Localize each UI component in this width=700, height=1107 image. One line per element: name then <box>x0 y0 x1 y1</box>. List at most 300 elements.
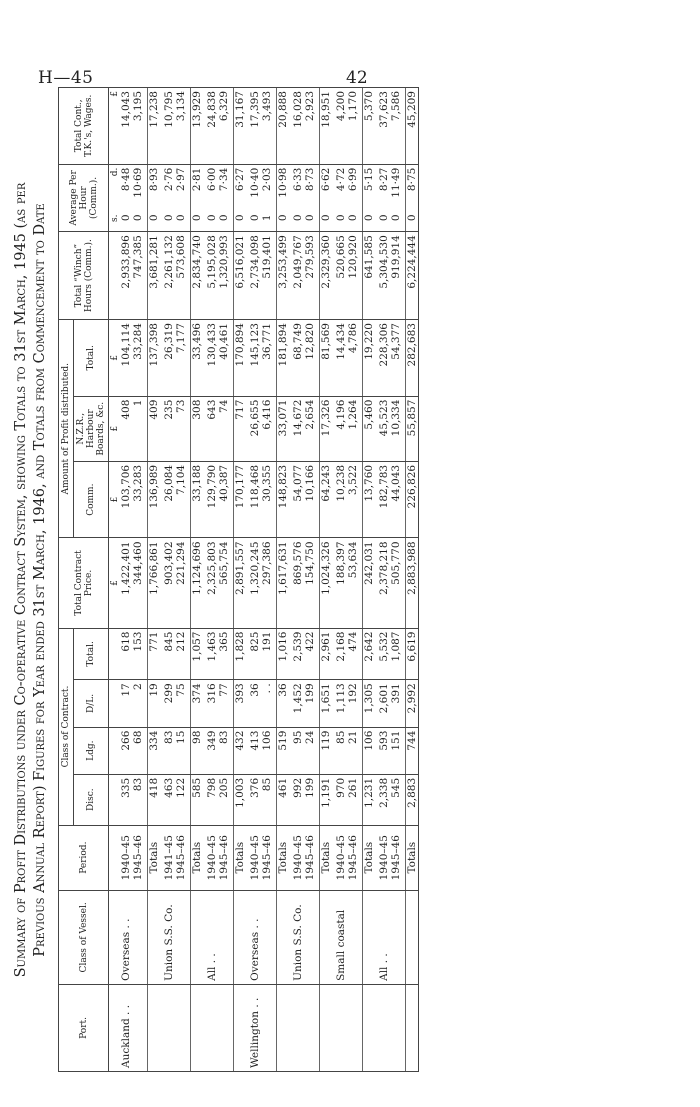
cell-avg-s: 0 <box>390 211 402 231</box>
cell-dl: 17 <box>120 680 132 727</box>
cell-period: Totals <box>363 825 376 890</box>
cell-total: 2,539 <box>292 628 304 680</box>
cell-ptotal: 228,306 <box>378 320 390 397</box>
cell-total: 1,828 <box>234 628 247 680</box>
cell-dl: 1,651 <box>320 680 333 727</box>
cell-comm: 226,826 <box>406 461 419 538</box>
cell-price: 344,460 <box>132 538 144 628</box>
cell-period: Totals <box>277 825 290 890</box>
cell-cont: 17,395 <box>249 88 261 165</box>
cell-avg-d: 2·03 <box>261 164 273 211</box>
cell-hours: 520,665 <box>335 232 347 320</box>
cell-ldg: 21 <box>347 727 359 774</box>
cell-cont: 45,209 <box>406 88 419 165</box>
cell-avg-s: 0 <box>304 211 316 231</box>
cell-comm: 33,283 <box>132 461 144 538</box>
cell-port <box>363 984 376 1071</box>
cell-port <box>406 984 419 1071</box>
cell-dl: 77 <box>218 680 230 727</box>
cell-period: Totals <box>320 825 333 890</box>
cell-hours: 6,224,444 <box>406 232 419 320</box>
cell-avg-d: 8·75 <box>406 164 419 211</box>
cell-dl: 1,113 <box>335 680 347 727</box>
col-nzr: N.Z.R., Harbour Boards, &c. <box>74 396 109 461</box>
totals-row <box>363 88 376 1072</box>
cell-total: 153 <box>132 628 144 680</box>
cell-ldg: 432 <box>234 727 247 774</box>
cell-ptotal: 7,177 <box>175 320 187 397</box>
cell-vessel <box>218 890 230 984</box>
cell-price: 1,422,401 <box>120 538 132 628</box>
cell-avg-d: 4·72 <box>335 164 347 211</box>
cell-dl: 199 <box>304 680 316 727</box>
cell-hours: 641,585 <box>363 232 376 320</box>
cell-avg-s: 0 <box>132 211 144 231</box>
cell-comm: 30,355 <box>261 461 273 538</box>
cell-disc: 376 <box>249 774 261 825</box>
cell-vessel: Small coastal <box>335 890 347 984</box>
cell-total: 1,087 <box>390 628 402 680</box>
cell-nzr: 45,523 <box>378 396 390 461</box>
cell-comm: 26,084 <box>163 461 175 538</box>
cell-disc: 2,338 <box>378 774 390 825</box>
cell-cont: 31,167 <box>234 88 247 165</box>
cell-hours: 2,834,740 <box>191 232 204 320</box>
cell-disc: 335 <box>120 774 132 825</box>
cell-avg-d: 6·27 <box>234 164 247 211</box>
cell-ptotal: 68,749 <box>292 320 304 397</box>
cell-avg-s: 0 <box>292 211 304 231</box>
cell-avg-d: 2·76 <box>163 164 175 211</box>
cell-avg-s: 0 <box>406 211 419 231</box>
cell-vessel <box>261 890 273 984</box>
cell-period: 1940–45 <box>292 825 304 890</box>
cell-avg-s: 0 <box>234 211 247 231</box>
cell-price: 1,617,631 <box>277 538 290 628</box>
cell-dl: 1,305 <box>363 680 376 727</box>
cell-port <box>378 984 390 1071</box>
cell-port <box>304 984 316 1071</box>
col-price: Total Contract Price. <box>59 538 109 628</box>
unit-ptotal: £ <box>109 320 121 397</box>
cell-total: 212 <box>175 628 187 680</box>
cell-avg-d: 6·33 <box>292 164 304 211</box>
cell-avg-d: 7·34 <box>218 164 230 211</box>
cell-period: 1940–45 <box>249 825 261 890</box>
cell-vessel <box>320 890 333 984</box>
cell-hours: 573,608 <box>175 232 187 320</box>
cell-ptotal: 26,319 <box>163 320 175 397</box>
cell-nzr: 2,654 <box>304 396 316 461</box>
cell-disc: 2,883 <box>406 774 419 825</box>
cell-ptotal: 33,284 <box>132 320 144 397</box>
cell-port <box>234 984 247 1071</box>
cell-ptotal: 137,398 <box>148 320 161 397</box>
totals-row <box>277 88 290 1072</box>
cell-disc: 1,231 <box>363 774 376 825</box>
cell-avg-d: 6·99 <box>347 164 359 211</box>
cell-comm: 7,104 <box>175 461 187 538</box>
cell-vessel <box>304 890 316 984</box>
cell-avg-s: 0 <box>320 211 333 231</box>
cell-price: 903,402 <box>163 538 175 628</box>
cell-hours: 5,304,530 <box>378 232 390 320</box>
cell-avg-s: 0 <box>277 211 290 231</box>
cell-comm: 40,387 <box>218 461 230 538</box>
cell-hours: 2,261,132 <box>163 232 175 320</box>
cell-nzr: 10,334 <box>390 396 402 461</box>
cell-ldg: 266 <box>120 727 132 774</box>
cell-total: 365 <box>218 628 230 680</box>
cell-avg-d: 2·97 <box>175 164 187 211</box>
cell-total: 191 <box>261 628 273 680</box>
cell-port <box>335 984 347 1071</box>
cell-ldg: 95 <box>292 727 304 774</box>
cell-port: Wellington . . <box>249 984 261 1071</box>
cell-port <box>292 984 304 1071</box>
cell-nzr: 643 <box>206 396 218 461</box>
col-total: Total. <box>74 628 109 680</box>
unit-price: £ <box>109 538 121 628</box>
totals-row <box>320 88 333 1072</box>
cell-vessel <box>132 890 144 984</box>
cell-vessel <box>234 890 247 984</box>
cell-nzr: 717 <box>234 396 247 461</box>
cell-period: 1945–46 <box>132 825 144 890</box>
cell-price: 2,883,988 <box>406 538 419 628</box>
col-group-profit: Amount of Profit distributed. <box>59 320 74 538</box>
cell-disc: 461 <box>277 774 290 825</box>
cell-disc: 199 <box>304 774 316 825</box>
cell-nzr: 73 <box>175 396 187 461</box>
cell-ldg: 744 <box>406 727 419 774</box>
unit-avg-s: s. <box>109 211 121 231</box>
cell-port <box>132 984 144 1071</box>
cell-nzr: 33,071 <box>277 396 290 461</box>
cell-cont: 13,929 <box>191 88 204 165</box>
col-comm: Comm. <box>74 461 109 538</box>
cell-total: 1,463 <box>206 628 218 680</box>
cell-period: 1945–46 <box>261 825 273 890</box>
cell-ldg: 151 <box>390 727 402 774</box>
cell-nzr: 408 <box>120 396 132 461</box>
cell-period: 1941–45 <box>163 825 175 890</box>
cell-vessel: Union S.S. Co. <box>163 890 175 984</box>
cell-cont: 16,028 <box>292 88 304 165</box>
cell-disc: 992 <box>292 774 304 825</box>
cell-comm: 44,043 <box>390 461 402 538</box>
table-row <box>206 88 218 1072</box>
cell-avg-d: 5·15 <box>363 164 376 211</box>
units-row <box>109 88 121 1072</box>
cell-hours: 2,049,767 <box>292 232 304 320</box>
col-avg: Average Per Hour (Comm.). <box>59 164 109 232</box>
cell-disc: 205 <box>218 774 230 825</box>
table-row <box>335 88 347 1072</box>
cell-price: 154,750 <box>304 538 316 628</box>
cell-port <box>320 984 333 1071</box>
cell-nzr: 4,196 <box>335 396 347 461</box>
cell-cont: 17,238 <box>148 88 161 165</box>
unit-comm: £ <box>109 461 121 538</box>
cell-dl: 316 <box>206 680 218 727</box>
cell-ptotal: 81,569 <box>320 320 333 397</box>
col-ptotal: Total. <box>74 320 109 397</box>
cell-disc: 545 <box>390 774 402 825</box>
cell-vessel <box>148 890 161 984</box>
cell-vessel: Union S.S. Co. <box>292 890 304 984</box>
cell-disc: 970 <box>335 774 347 825</box>
cell-comm: 148,823 <box>277 461 290 538</box>
cell-period: 1945–46 <box>347 825 359 890</box>
cell-dl: 36 <box>277 680 290 727</box>
cell-vessel <box>406 890 419 984</box>
cell-comm: 10,238 <box>335 461 347 538</box>
cell-vessel <box>175 890 187 984</box>
cell-port <box>191 984 204 1071</box>
cell-dl: 393 <box>234 680 247 727</box>
cell-total: 845 <box>163 628 175 680</box>
cell-disc: 798 <box>206 774 218 825</box>
cell-ptotal: 14,434 <box>335 320 347 397</box>
cell-comm: 182,783 <box>378 461 390 538</box>
cell-ldg: 119 <box>320 727 333 774</box>
cell-avg-d: 10·69 <box>132 164 144 211</box>
col-port: Port. <box>59 984 109 1071</box>
cell-hours: 1,320,993 <box>218 232 230 320</box>
table-row <box>175 88 187 1072</box>
cell-nzr: 409 <box>148 396 161 461</box>
cell-price: 221,294 <box>175 538 187 628</box>
cell-disc: 122 <box>175 774 187 825</box>
cell-cont: 2,923 <box>304 88 316 165</box>
cell-price: 2,378,218 <box>378 538 390 628</box>
cell-price: 869,576 <box>292 538 304 628</box>
cell-avg-d: 10·98 <box>277 164 290 211</box>
cell-total: 2,642 <box>363 628 376 680</box>
totals-row <box>406 88 419 1072</box>
page-code: H—45 <box>38 68 94 88</box>
table-title <box>12 80 50 1080</box>
cell-price: 1,124,696 <box>191 538 204 628</box>
unit-cont: £ <box>109 88 121 165</box>
cell-port <box>163 984 175 1071</box>
cell-cont: 5,370 <box>363 88 376 165</box>
rotated-table-region <box>0 80 665 1080</box>
cell-port <box>390 984 402 1071</box>
cell-avg-s: 0 <box>163 211 175 231</box>
cell-total: 825 <box>249 628 261 680</box>
profit-distribution-table <box>58 87 419 1072</box>
cell-disc: 83 <box>132 774 144 825</box>
cell-period: 1945–46 <box>175 825 187 890</box>
cell-nzr: 1,264 <box>347 396 359 461</box>
cell-avg-s: 0 <box>363 211 376 231</box>
totals-row <box>148 88 161 1072</box>
cell-total: 1,016 <box>277 628 290 680</box>
cell-avg-s: 1 <box>261 211 273 231</box>
cell-nzr: 55,857 <box>406 396 419 461</box>
cell-total: 422 <box>304 628 316 680</box>
cell-ptotal: 282,683 <box>406 320 419 397</box>
cell-avg-d: 8·73 <box>304 164 316 211</box>
cell-disc: 418 <box>148 774 161 825</box>
cell-price: 1,024,326 <box>320 538 333 628</box>
cell-ldg: 98 <box>191 727 204 774</box>
cell-vessel: All . . <box>378 890 390 984</box>
cell-hours: 919,914 <box>390 232 402 320</box>
cell-hours: 3,253,499 <box>277 232 290 320</box>
cell-hours: 5,195,028 <box>206 232 218 320</box>
table-row <box>132 88 144 1072</box>
title-line-1: Summary of Profit Distributions under Co-operative Contract System, showing Totals to 31st March, 1945 (as per <box>13 182 29 978</box>
cell-comm: 3,522 <box>347 461 359 538</box>
cell-ptotal: 33,496 <box>191 320 204 397</box>
cell-ptotal: 40,461 <box>218 320 230 397</box>
cell-hours: 6,516,021 <box>234 232 247 320</box>
cell-total: 2,168 <box>335 628 347 680</box>
cell-avg-s: 0 <box>378 211 390 231</box>
table-row <box>378 88 390 1072</box>
cell-cont: 24,838 <box>206 88 218 165</box>
cell-price: 297,386 <box>261 538 273 628</box>
cell-ptotal: 36,771 <box>261 320 273 397</box>
cell-period: 1940–45 <box>120 825 132 890</box>
cell-disc: 585 <box>191 774 204 825</box>
cell-ldg: 413 <box>249 727 261 774</box>
cell-avg-d: 10·40 <box>249 164 261 211</box>
cell-cont: 3,134 <box>175 88 187 165</box>
cell-dl: 374 <box>191 680 204 727</box>
cell-cont: 18,951 <box>320 88 333 165</box>
cell-vessel: Overseas . . <box>120 890 132 984</box>
cell-hours: 120,920 <box>347 232 359 320</box>
cell-period: 1940–45 <box>378 825 390 890</box>
cell-comm: 64,243 <box>320 461 333 538</box>
col-disc: Disc. <box>74 774 109 825</box>
cell-ldg: 68 <box>132 727 144 774</box>
cell-port <box>148 984 161 1071</box>
table-row <box>292 88 304 1072</box>
cell-port <box>206 984 218 1071</box>
cell-hours: 3,681,281 <box>148 232 161 320</box>
cell-total: 1,057 <box>191 628 204 680</box>
title-line-2: Previous Annual Report) Figures for Year ended 31st March, 1946, and Totals from Commencement to Date <box>32 203 48 957</box>
table-row <box>347 88 359 1072</box>
cell-avg-d: 6·62 <box>320 164 333 211</box>
cell-ldg: 83 <box>218 727 230 774</box>
cell-ptotal: 170,894 <box>234 320 247 397</box>
cell-dl: 299 <box>163 680 175 727</box>
cell-comm: 103,706 <box>120 461 132 538</box>
col-hours: Total “Winch” Hours (Comm.). <box>59 232 109 320</box>
cell-cont: 6,329 <box>218 88 230 165</box>
cell-nzr: 6,416 <box>261 396 273 461</box>
cell-avg-d: 8·27 <box>378 164 390 211</box>
cell-avg-d: 8·48 <box>120 164 132 211</box>
cell-dl: 19 <box>148 680 161 727</box>
cell-ldg: 593 <box>378 727 390 774</box>
cell-period: 1940–45 <box>335 825 347 890</box>
table-row <box>304 88 316 1072</box>
cell-dl: 75 <box>175 680 187 727</box>
cell-period: Totals <box>406 825 419 890</box>
cell-nzr: 14,672 <box>292 396 304 461</box>
cell-price: 1,320,245 <box>249 538 261 628</box>
cell-avg-s: 0 <box>120 211 132 231</box>
unit-avg-d: d. <box>109 164 121 211</box>
cell-price: 242,031 <box>363 538 376 628</box>
cell-cont: 3,195 <box>132 88 144 165</box>
col-ldg: Ldg. <box>74 727 109 774</box>
cell-period: 1945–46 <box>304 825 316 890</box>
cell-comm: 136,989 <box>148 461 161 538</box>
cell-dl: 391 <box>390 680 402 727</box>
cell-price: 565,754 <box>218 538 230 628</box>
cell-dl: 192 <box>347 680 359 727</box>
cell-port <box>218 984 230 1071</box>
cell-vessel <box>277 890 290 984</box>
cell-ldg: 85 <box>335 727 347 774</box>
cell-ldg: 15 <box>175 727 187 774</box>
cell-comm: 118,468 <box>249 461 261 538</box>
cell-ptotal: 12,820 <box>304 320 316 397</box>
cell-nzr: 17,326 <box>320 396 333 461</box>
cell-ptotal: 4,786 <box>347 320 359 397</box>
cell-period: 1945–46 <box>390 825 402 890</box>
cell-ptotal: 54,377 <box>390 320 402 397</box>
cell-ldg: 106 <box>363 727 376 774</box>
cell-comm: 33,188 <box>191 461 204 538</box>
cell-comm: 129,790 <box>206 461 218 538</box>
cell-cont: 20,888 <box>277 88 290 165</box>
cell-vessel: All . . <box>206 890 218 984</box>
cell-total: 2,961 <box>320 628 333 680</box>
cell-comm: 13,760 <box>363 461 376 538</box>
cell-vessel <box>390 890 402 984</box>
cell-price: 53,634 <box>347 538 359 628</box>
cell-vessel: Overseas . . <box>249 890 261 984</box>
cell-nzr: 5,460 <box>363 396 376 461</box>
cell-nzr: 74 <box>218 396 230 461</box>
cell-avg-s: 0 <box>148 211 161 231</box>
cell-dl: 1,452 <box>292 680 304 727</box>
cell-ldg: 24 <box>304 727 316 774</box>
table-row <box>249 88 261 1072</box>
cell-ptotal: 145,123 <box>249 320 261 397</box>
cell-nzr: 26,655 <box>249 396 261 461</box>
cell-port: Auckland . . <box>120 984 132 1071</box>
page-number: 42 <box>346 68 368 88</box>
table-row <box>120 88 132 1072</box>
cell-port <box>347 984 359 1071</box>
cell-disc: 85 <box>261 774 273 825</box>
cell-hours: 2,734,098 <box>249 232 261 320</box>
totals-row <box>234 88 247 1072</box>
cell-ptotal: 104,114 <box>120 320 132 397</box>
cell-nzr: 1 <box>132 396 144 461</box>
cell-ldg: 106 <box>261 727 273 774</box>
cell-period: Totals <box>234 825 247 890</box>
cell-disc: 261 <box>347 774 359 825</box>
cell-price: 505,770 <box>390 538 402 628</box>
cell-avg-d: 2·81 <box>191 164 204 211</box>
cell-comm: 54,077 <box>292 461 304 538</box>
cell-cont: 7,586 <box>390 88 402 165</box>
cell-port <box>277 984 290 1071</box>
col-vessel: Class of Vessel. <box>59 890 109 984</box>
cell-vessel <box>191 890 204 984</box>
